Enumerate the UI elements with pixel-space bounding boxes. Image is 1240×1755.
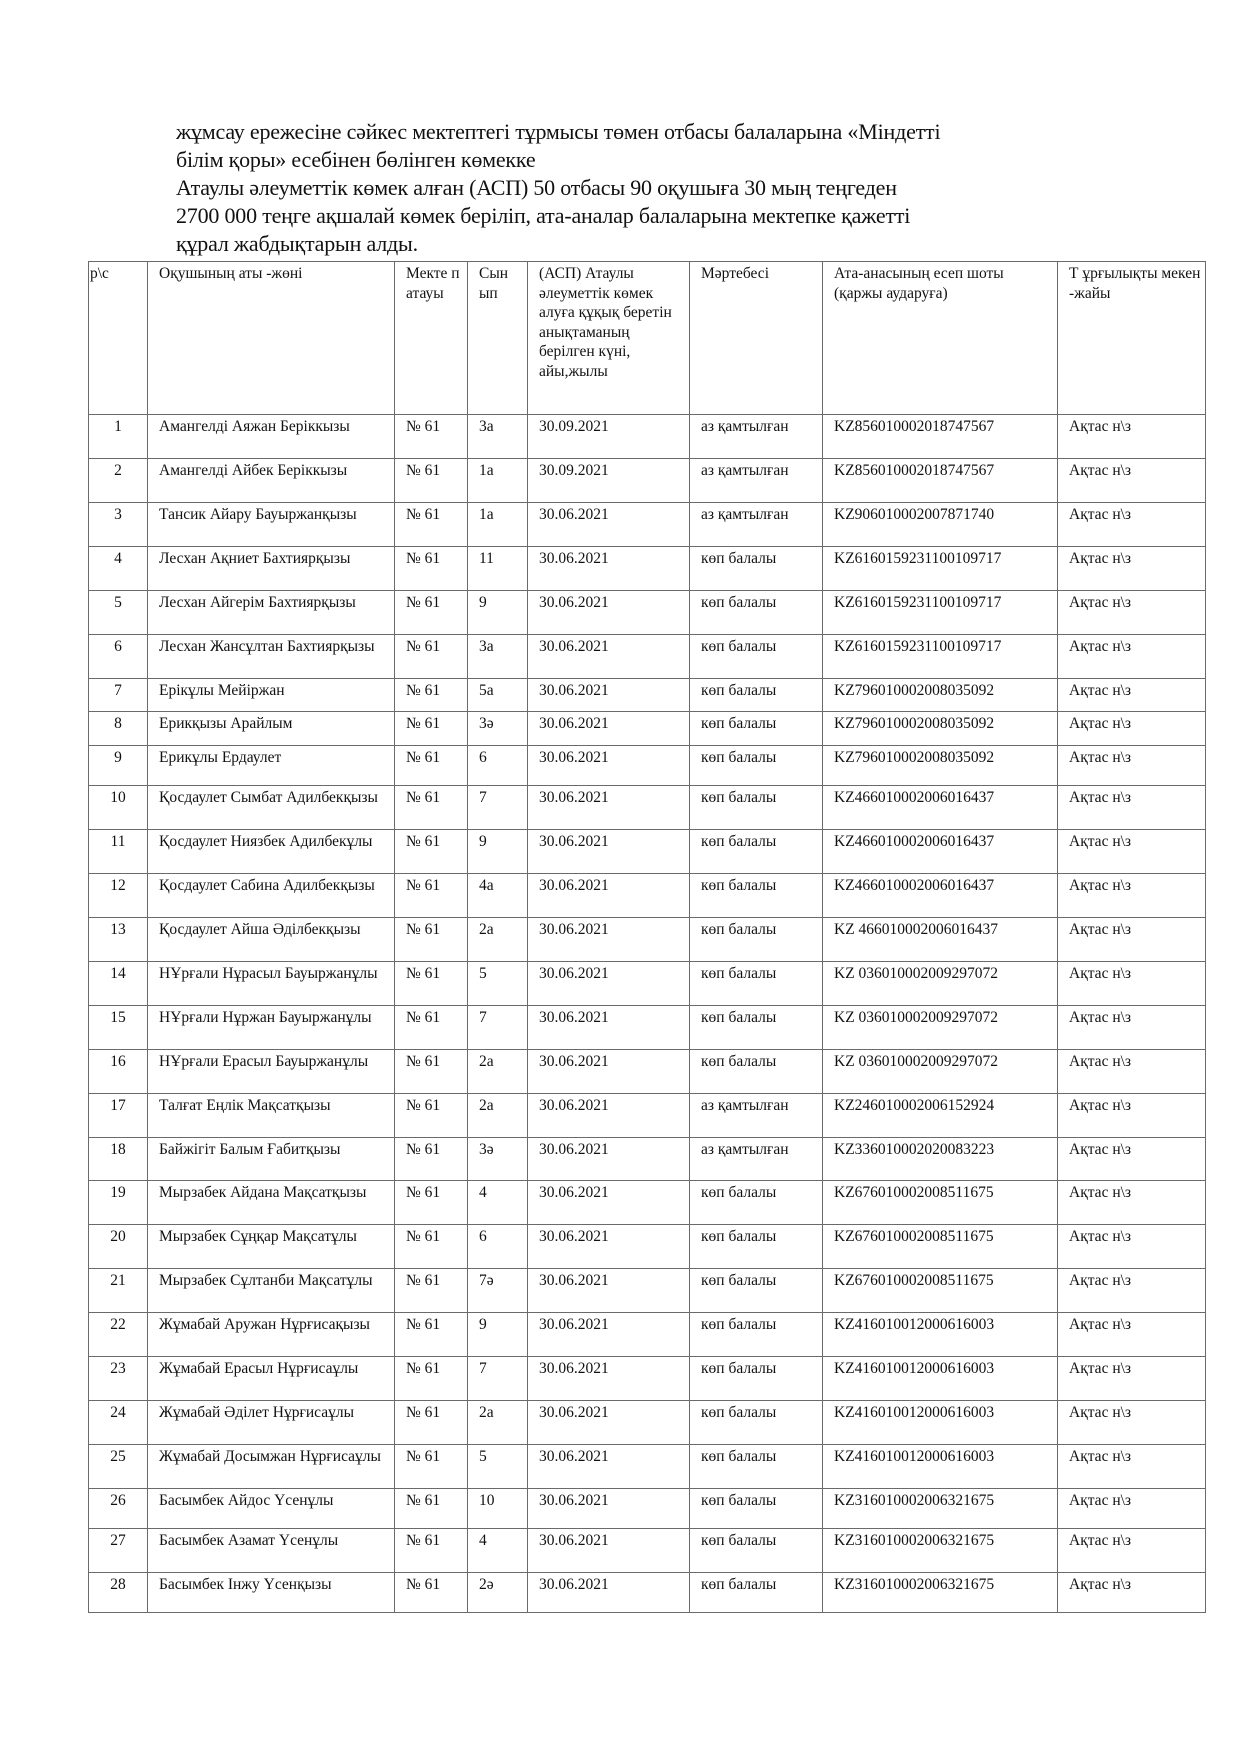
cell-grade: 6 (468, 746, 528, 786)
cell-account-number: KZ6160159231100109717 (823, 547, 1058, 591)
cell-account-number: KZ676010002008511675 (823, 1269, 1058, 1313)
cell-grade: 6 (468, 1225, 528, 1269)
cell-status: көп балалы (690, 591, 823, 635)
cell-school-name: № 61 (395, 1006, 468, 1050)
cell-student-name: Жұмабай Досымжан Нұрғисаұлы (148, 1445, 395, 1489)
cell-address: Ақтас н\з (1058, 503, 1206, 547)
cell-row-number: 14 (89, 962, 148, 1006)
cell-grade: 10 (468, 1489, 528, 1529)
intro-line-2: білім қоры» есебінен бөлінген көмекке (176, 147, 536, 172)
cell-school-name: № 61 (395, 415, 468, 459)
cell-address: Ақтас н\з (1058, 635, 1206, 679)
cell-asp-date: 30.06.2021 (528, 1269, 690, 1313)
cell-account-number: KZ416010012000616003 (823, 1357, 1058, 1401)
cell-row-number: 21 (89, 1269, 148, 1313)
cell-school-name: № 61 (395, 712, 468, 746)
cell-school-name: № 61 (395, 1094, 468, 1138)
cell-status: көп балалы (690, 830, 823, 874)
cell-row-number: 16 (89, 1050, 148, 1094)
cell-account-number: KZ466010002006016437 (823, 874, 1058, 918)
cell-student-name: Қосдаулет Ниязбек Адилбекұлы (148, 830, 395, 874)
cell-school-name: № 61 (395, 874, 468, 918)
cell-account-number: KZ796010002008035092 (823, 679, 1058, 712)
cell-student-name: Басымбек Айдос Үсенұлы (148, 1489, 395, 1529)
cell-account-number: KZ 036010002009297072 (823, 1050, 1058, 1094)
table-body (89, 415, 1206, 1613)
table-row (89, 962, 1206, 1006)
cell-account-number: KZ336010002020083223 (823, 1138, 1058, 1181)
cell-student-name: Ерикұлы Ердаулет (148, 746, 395, 786)
cell-student-name: Мырзабек Сұлтанби Мақсатұлы (148, 1269, 395, 1313)
cell-status: аз қамтылған (690, 1138, 823, 1181)
intro-line-5: құрал жабдықтарын алды. (176, 231, 418, 256)
cell-status: көп балалы (690, 1181, 823, 1225)
cell-grade: 2а (468, 1401, 528, 1445)
cell-address: Ақтас н\з (1058, 786, 1206, 830)
cell-grade: 5а (468, 679, 528, 712)
cell-grade: 4 (468, 1181, 528, 1225)
table-row (89, 874, 1206, 918)
cell-row-number: 8 (89, 712, 148, 746)
cell-asp-date: 30.06.2021 (528, 1529, 690, 1573)
table-row (89, 1529, 1206, 1573)
cell-grade: 9 (468, 1313, 528, 1357)
cell-asp-date: 30.06.2021 (528, 679, 690, 712)
cell-school-name: № 61 (395, 746, 468, 786)
cell-student-name: Басымбек Азамат Үсенұлы (148, 1529, 395, 1573)
cell-address: Ақтас н\з (1058, 679, 1206, 712)
table-row (89, 1050, 1206, 1094)
table-row (89, 1573, 1206, 1613)
header-grade: Сын ып (468, 262, 528, 415)
cell-row-number: 13 (89, 918, 148, 962)
cell-status: көп балалы (690, 1489, 823, 1529)
cell-student-name: Жұмабай Әділет Нұрғисаұлы (148, 1401, 395, 1445)
table-row (89, 918, 1206, 962)
cell-account-number: KZ796010002008035092 (823, 712, 1058, 746)
cell-status: көп балалы (690, 712, 823, 746)
cell-school-name: № 61 (395, 1269, 468, 1313)
header-student-name: Оқушының аты -жөні (148, 262, 395, 415)
cell-row-number: 10 (89, 786, 148, 830)
header-account: Ата-анасының есеп шоты (қаржы аударуға) (823, 262, 1058, 415)
cell-grade: 2а (468, 1094, 528, 1138)
cell-asp-date: 30.06.2021 (528, 746, 690, 786)
cell-row-number: 28 (89, 1573, 148, 1613)
cell-address: Ақтас н\з (1058, 830, 1206, 874)
cell-row-number: 27 (89, 1529, 148, 1573)
table-row (89, 547, 1206, 591)
cell-asp-date: 30.06.2021 (528, 786, 690, 830)
cell-school-name: № 61 (395, 1181, 468, 1225)
cell-account-number: KZ 036010002009297072 (823, 962, 1058, 1006)
cell-row-number: 15 (89, 1006, 148, 1050)
cell-asp-date: 30.06.2021 (528, 547, 690, 591)
cell-row-number: 3 (89, 503, 148, 547)
cell-grade: 4 (468, 1529, 528, 1573)
table-row (89, 1006, 1206, 1050)
cell-row-number: 23 (89, 1357, 148, 1401)
cell-asp-date: 30.06.2021 (528, 503, 690, 547)
cell-row-number: 11 (89, 830, 148, 874)
cell-address: Ақтас н\з (1058, 1050, 1206, 1094)
table-row (89, 712, 1206, 746)
cell-address: Ақтас н\з (1058, 874, 1206, 918)
cell-grade: 7ә (468, 1269, 528, 1313)
cell-status: аз қамтылған (690, 415, 823, 459)
cell-student-name: Лесхан Жансұлтан Бахтиярқызы (148, 635, 395, 679)
cell-account-number: KZ246010002006152924 (823, 1094, 1058, 1138)
cell-status: көп балалы (690, 1050, 823, 1094)
cell-row-number: 9 (89, 746, 148, 786)
cell-grade: 3а (468, 415, 528, 459)
cell-school-name: № 61 (395, 1357, 468, 1401)
cell-status: көп балалы (690, 1225, 823, 1269)
header-number: р\с (89, 262, 148, 415)
cell-grade: 7 (468, 1357, 528, 1401)
cell-asp-date: 30.06.2021 (528, 830, 690, 874)
cell-address: Ақтас н\з (1058, 591, 1206, 635)
cell-student-name: Талғат Еңлік Мақсатқызы (148, 1094, 395, 1138)
cell-row-number: 6 (89, 635, 148, 679)
cell-asp-date: 30.06.2021 (528, 1181, 690, 1225)
cell-school-name: № 61 (395, 1313, 468, 1357)
cell-row-number: 18 (89, 1138, 148, 1181)
cell-asp-date: 30.06.2021 (528, 1094, 690, 1138)
cell-asp-date: 30.06.2021 (528, 1006, 690, 1050)
cell-status: көп балалы (690, 1445, 823, 1489)
cell-grade: 3ә (468, 712, 528, 746)
cell-asp-date: 30.06.2021 (528, 1445, 690, 1489)
cell-grade: 1а (468, 459, 528, 503)
cell-status: көп балалы (690, 1313, 823, 1357)
cell-student-name: Лесхан Айгерім Бахтиярқызы (148, 591, 395, 635)
cell-student-name: Амангелді Айбек Беріккызы (148, 459, 395, 503)
cell-address: Ақтас н\з (1058, 1401, 1206, 1445)
intro-line-4: 2700 000 теңге ақшалай көмек беріліп, ата-аналар балаларына мектепке қажетті (176, 203, 911, 228)
intro-line-1: жұмсау ережесіне сәйкес мектептегі тұрмысы төмен отбасы балаларына «Міндетті (176, 119, 941, 144)
cell-school-name: № 61 (395, 503, 468, 547)
header-address: Т ұрғылықты мекен -жайы (1058, 262, 1206, 415)
cell-asp-date: 30.06.2021 (528, 1313, 690, 1357)
cell-status: көп балалы (690, 1357, 823, 1401)
cell-asp-date: 30.06.2021 (528, 962, 690, 1006)
cell-grade: 2а (468, 918, 528, 962)
cell-row-number: 25 (89, 1445, 148, 1489)
cell-address: Ақтас н\з (1058, 746, 1206, 786)
cell-status: көп балалы (690, 918, 823, 962)
table-row (89, 459, 1206, 503)
cell-address: Ақтас н\з (1058, 459, 1206, 503)
cell-school-name: № 61 (395, 786, 468, 830)
table-row (89, 635, 1206, 679)
cell-status: аз қамтылған (690, 503, 823, 547)
cell-account-number: KZ316010002006321675 (823, 1573, 1058, 1613)
cell-school-name: № 61 (395, 1401, 468, 1445)
cell-school-name: № 61 (395, 1225, 468, 1269)
cell-school-name: № 61 (395, 547, 468, 591)
cell-student-name: Жұмабай Аружан Нұрғисақызы (148, 1313, 395, 1357)
cell-row-number: 20 (89, 1225, 148, 1269)
cell-student-name: Ерікұлы Мейіржан (148, 679, 395, 712)
cell-grade: 11 (468, 547, 528, 591)
cell-student-name: НҰрғали Ерасыл Бауыржанұлы (148, 1050, 395, 1094)
cell-address: Ақтас н\з (1058, 1313, 1206, 1357)
header-status: Мәртебесі (690, 262, 823, 415)
cell-school-name: № 61 (395, 1529, 468, 1573)
cell-school-name: № 61 (395, 635, 468, 679)
cell-asp-date: 30.06.2021 (528, 1489, 690, 1529)
cell-row-number: 19 (89, 1181, 148, 1225)
cell-status: көп балалы (690, 1573, 823, 1613)
cell-row-number: 2 (89, 459, 148, 503)
cell-grade: 5 (468, 1445, 528, 1489)
cell-school-name: № 61 (395, 962, 468, 1006)
cell-status: көп балалы (690, 1006, 823, 1050)
cell-status: көп балалы (690, 786, 823, 830)
cell-school-name: № 61 (395, 1573, 468, 1613)
cell-row-number: 4 (89, 547, 148, 591)
table-row (89, 1094, 1206, 1138)
cell-grade: 3а (468, 635, 528, 679)
cell-grade: 7 (468, 786, 528, 830)
cell-student-name: Мырзабек Айдана Мақсатқызы (148, 1181, 395, 1225)
cell-school-name: № 61 (395, 1489, 468, 1529)
cell-account-number: KZ466010002006016437 (823, 786, 1058, 830)
cell-student-name: Қосдаулет Айша Әділбекқызы (148, 918, 395, 962)
cell-student-name: Лесхан Ақниет Бахтиярқызы (148, 547, 395, 591)
students-table (88, 261, 1206, 1613)
cell-student-name: НҰрғали Нұржан Бауыржанұлы (148, 1006, 395, 1050)
table-row (89, 415, 1206, 459)
table-row (89, 591, 1206, 635)
cell-row-number: 5 (89, 591, 148, 635)
cell-student-name: Амангелді Аяжан Беріккызы (148, 415, 395, 459)
cell-status: көп балалы (690, 874, 823, 918)
cell-school-name: № 61 (395, 830, 468, 874)
cell-grade: 2ә (468, 1573, 528, 1613)
cell-address: Ақтас н\з (1058, 1094, 1206, 1138)
cell-grade: 1а (468, 503, 528, 547)
cell-account-number: KZ796010002008035092 (823, 746, 1058, 786)
cell-address: Ақтас н\з (1058, 547, 1206, 591)
cell-account-number: KZ416010012000616003 (823, 1445, 1058, 1489)
cell-status: көп балалы (690, 635, 823, 679)
cell-school-name: № 61 (395, 679, 468, 712)
cell-status: аз қамтылған (690, 1094, 823, 1138)
header-school: Мекте п атауы (395, 262, 468, 415)
cell-asp-date: 30.09.2021 (528, 415, 690, 459)
cell-student-name: Қосдаулет Сабина Адилбекқызы (148, 874, 395, 918)
cell-status: көп балалы (690, 1269, 823, 1313)
table-row (89, 679, 1206, 712)
table-row (89, 1313, 1206, 1357)
cell-school-name: № 61 (395, 1445, 468, 1489)
cell-asp-date: 30.06.2021 (528, 1138, 690, 1181)
cell-row-number: 26 (89, 1489, 148, 1529)
cell-school-name: № 61 (395, 591, 468, 635)
table-row (89, 1357, 1206, 1401)
cell-address: Ақтас н\з (1058, 1006, 1206, 1050)
table-row (89, 1489, 1206, 1529)
cell-student-name: Байжігіт Балым Ғабитқызы (148, 1138, 395, 1181)
cell-asp-date: 30.06.2021 (528, 635, 690, 679)
cell-asp-date: 30.06.2021 (528, 1225, 690, 1269)
cell-grade: 3ә (468, 1138, 528, 1181)
cell-account-number: KZ416010012000616003 (823, 1401, 1058, 1445)
cell-status: көп балалы (690, 962, 823, 1006)
cell-school-name: № 61 (395, 918, 468, 962)
cell-account-number: KZ856010002018747567 (823, 415, 1058, 459)
cell-account-number: KZ416010012000616003 (823, 1313, 1058, 1357)
table-row (89, 1138, 1206, 1181)
cell-grade: 7 (468, 1006, 528, 1050)
cell-address: Ақтас н\з (1058, 962, 1206, 1006)
cell-address: Ақтас н\з (1058, 1269, 1206, 1313)
header-asp-date: (АСП) Атаулы әлеуметтік көмек алуға құқық беретін анықтаманың берілген күні, айы,жылы (528, 262, 690, 415)
table-row (89, 1401, 1206, 1445)
table-row (89, 830, 1206, 874)
cell-school-name: № 61 (395, 1138, 468, 1181)
table-header-row (89, 262, 1206, 415)
cell-student-name: Жұмабай Ерасыл Нұрғисаұлы (148, 1357, 395, 1401)
table-row (89, 786, 1206, 830)
cell-address: Ақтас н\з (1058, 1357, 1206, 1401)
cell-row-number: 7 (89, 679, 148, 712)
cell-account-number: KZ856010002018747567 (823, 459, 1058, 503)
cell-asp-date: 30.06.2021 (528, 1357, 690, 1401)
table-row (89, 1225, 1206, 1269)
cell-account-number: KZ 466010002006016437 (823, 918, 1058, 962)
cell-row-number: 12 (89, 874, 148, 918)
cell-account-number: KZ906010002007871740 (823, 503, 1058, 547)
cell-student-name: Мырзабек Сұңқар Мақсатұлы (148, 1225, 395, 1269)
cell-student-name: Ерикқызы Арайлым (148, 712, 395, 746)
cell-address: Ақтас н\з (1058, 415, 1206, 459)
cell-account-number: KZ6160159231100109717 (823, 635, 1058, 679)
cell-status: көп балалы (690, 1529, 823, 1573)
cell-status: көп балалы (690, 547, 823, 591)
cell-row-number: 22 (89, 1313, 148, 1357)
cell-row-number: 17 (89, 1094, 148, 1138)
cell-grade: 9 (468, 591, 528, 635)
cell-grade: 2а (468, 1050, 528, 1094)
cell-student-name: Тансик Айару Бауыржанқызы (148, 503, 395, 547)
cell-status: көп балалы (690, 1401, 823, 1445)
cell-account-number: KZ 036010002009297072 (823, 1006, 1058, 1050)
cell-student-name: Қосдаулет Сымбат Адилбекқызы (148, 786, 395, 830)
cell-account-number: KZ316010002006321675 (823, 1529, 1058, 1573)
cell-asp-date: 30.06.2021 (528, 591, 690, 635)
cell-address: Ақтас н\з (1058, 1138, 1206, 1181)
cell-address: Ақтас н\з (1058, 1529, 1206, 1573)
table-row (89, 1269, 1206, 1313)
table-row (89, 503, 1206, 547)
cell-address: Ақтас н\з (1058, 1445, 1206, 1489)
intro-paragraph (176, 118, 1096, 258)
cell-address: Ақтас н\з (1058, 1573, 1206, 1613)
cell-account-number: KZ676010002008511675 (823, 1225, 1058, 1269)
cell-asp-date: 30.06.2021 (528, 712, 690, 746)
cell-student-name: НҰрғали Нұрасыл Бауыржанұлы (148, 962, 395, 1006)
cell-grade: 4а (468, 874, 528, 918)
cell-address: Ақтас н\з (1058, 1225, 1206, 1269)
table-row (89, 1181, 1206, 1225)
cell-asp-date: 30.06.2021 (528, 1573, 690, 1613)
cell-school-name: № 61 (395, 459, 468, 503)
cell-account-number: KZ466010002006016437 (823, 830, 1058, 874)
cell-school-name: № 61 (395, 1050, 468, 1094)
cell-status: аз қамтылған (690, 459, 823, 503)
cell-row-number: 24 (89, 1401, 148, 1445)
cell-address: Ақтас н\з (1058, 1489, 1206, 1529)
cell-account-number: KZ316010002006321675 (823, 1489, 1058, 1529)
cell-account-number: KZ6160159231100109717 (823, 591, 1058, 635)
cell-asp-date: 30.09.2021 (528, 459, 690, 503)
table-row (89, 1445, 1206, 1489)
cell-address: Ақтас н\з (1058, 712, 1206, 746)
cell-address: Ақтас н\з (1058, 918, 1206, 962)
cell-account-number: KZ676010002008511675 (823, 1181, 1058, 1225)
cell-grade: 9 (468, 830, 528, 874)
cell-student-name: Басымбек Інжу Үсенқызы (148, 1573, 395, 1613)
intro-line-3: Атаулы әлеуметтік көмек алған (АСП) 50 отбасы 90 оқушыға 30 мың теңгеден (176, 175, 897, 200)
cell-address: Ақтас н\з (1058, 1181, 1206, 1225)
cell-grade: 5 (468, 962, 528, 1006)
cell-status: көп балалы (690, 679, 823, 712)
cell-asp-date: 30.06.2021 (528, 1401, 690, 1445)
cell-asp-date: 30.06.2021 (528, 918, 690, 962)
table-row (89, 746, 1206, 786)
cell-asp-date: 30.06.2021 (528, 1050, 690, 1094)
cell-row-number: 1 (89, 415, 148, 459)
cell-status: көп балалы (690, 746, 823, 786)
cell-asp-date: 30.06.2021 (528, 874, 690, 918)
